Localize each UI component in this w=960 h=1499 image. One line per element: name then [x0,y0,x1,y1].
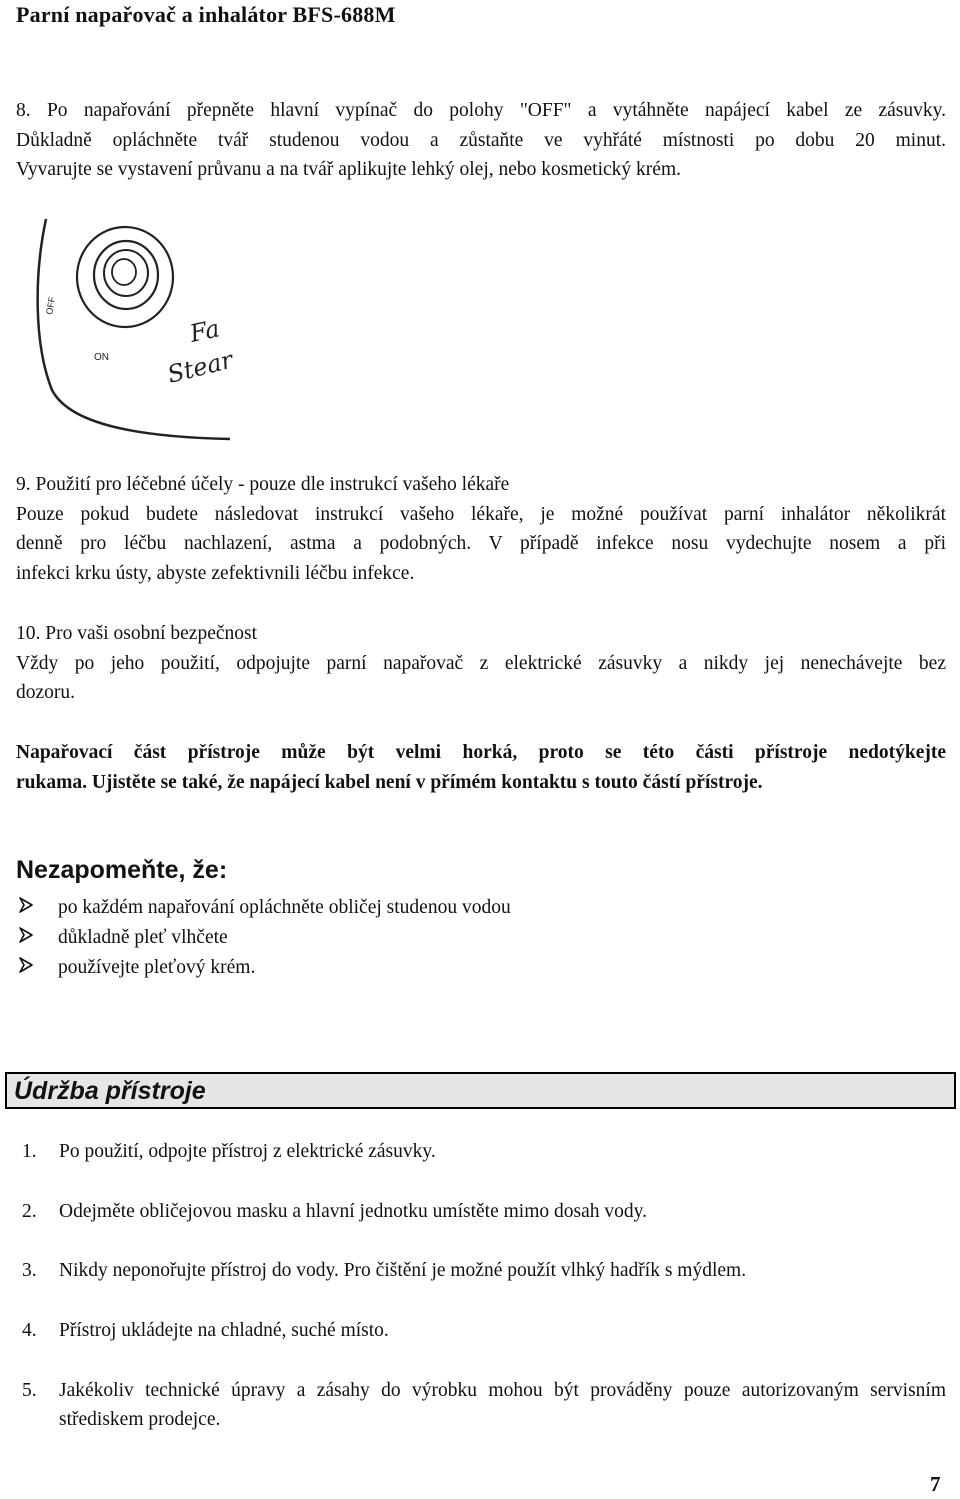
maintenance-step [22,1197,946,1226]
switch-illustration [30,215,280,445]
list-item-text: používejte pleťový krém. [58,956,256,978]
maintenance-step [22,1316,946,1345]
reminder-heading: Nezapomeňte, že: [16,856,228,884]
section-8-line: Důkladně opláchněte tvář studenou vodou a zůstaňte ve vyhřáté místnosti po dobu 20 minut. [16,129,946,151]
list-item [18,893,511,923]
logo-line-1: Fa [187,314,222,348]
step-text: Jakékoliv technické úpravy a zásahy do výrobku mohou být prováděny pouze autorizovaným servisním střediskem prodejce. [59,1380,946,1430]
maintenance-step [22,1376,946,1434]
section-10-heading: 10. Pro vaši osobní bezpečnost [16,623,258,644]
page-number: 7 [930,1472,941,1496]
section-8-line: Vyvarujte se vystavení průvanu a na tvář aplikujte lehký olej, nebo kosmetický krém. [16,159,681,180]
section-10-paragraph [16,619,946,708]
list-item [18,953,511,983]
step-number: 5. [22,1380,37,1401]
list-item [18,923,511,953]
section-10-line: Vždy po jeho použití, odpojujte parní napařovač z elektrické zásuvky a nikdy jej nenechávejte bez [16,652,946,674]
logo-line-2: Stear [164,345,236,389]
section-9-line: denně pro léčbu nachlazení, astma a podobných. V případě infekce nosu vydechujte nosem a při [16,533,946,554]
on-label: ON [94,352,109,363]
step-text: Odejměte obličejovou masku a hlavní jednotku umístěte mimo dosah vody. [59,1201,647,1222]
section-9-line: Pouze pokud budete následovat instrukcí vašeho lékaře, je možné používat parní inhalátor několikrát [16,503,946,525]
step-number: 3. [22,1260,37,1281]
list-item-text: důkladně pleť vlhčete [58,926,228,948]
arrow-bullet-icon [18,893,58,923]
step-number: 2. [22,1201,37,1222]
maintenance-step [22,1256,946,1285]
maintenance-heading: Údržba přístroje [14,1077,206,1105]
step-text: Po použití, odpojte přístroj z elektrické zásuvky. [59,1141,436,1162]
list-item-text: po každém napařování opláchněte obličej studenou vodou [58,897,511,918]
warning-line: rukama. Ujistěte se také, že napájecí kabel není v přímém kontaktu s touto částí přístroje. [16,771,763,793]
section-8-line: 8. Po napařování přepněte hlavní vypínač do polohy "OFF" a vytáhněte napájecí kabel ze zásuvky. [16,100,946,121]
reminder-list [18,893,511,982]
step-text: Nikdy neponořujte přístroj do vody. Pro čištění je možné použít vlhký hadřík s mýdlem. [59,1260,747,1281]
off-label: OFF [44,295,58,316]
maintenance-step [22,1137,946,1166]
step-number: 1. [22,1141,37,1162]
steamer-switch-drawing [30,215,280,445]
arrow-bullet-icon [18,923,58,953]
section-8-paragraph [16,96,946,185]
section-9-paragraph [16,470,946,588]
switch-knob [112,259,136,285]
step-number: 4. [22,1320,37,1341]
section-9-line: infekci krku ústy, abyste zefektivnili léčbu infekce. [16,562,415,584]
section-9-heading: 9. Použití pro léčebné účely - pouze dle instrukcí vašeho lékaře [16,474,510,495]
warning-line: Napařovací část přístroje může být velmi horká, proto se této části přístroje nedotýkejte [16,742,946,763]
section-10-line: dozoru. [16,682,76,703]
arrow-bullet-icon [18,953,58,983]
switch-inner-ring [104,250,148,296]
document-title: Parní napařovač a inhalátor BFS-688M [16,2,396,27]
step-text: Přístroj ukládejte na chladné, suché místo. [59,1320,389,1341]
safety-warning [16,738,946,797]
